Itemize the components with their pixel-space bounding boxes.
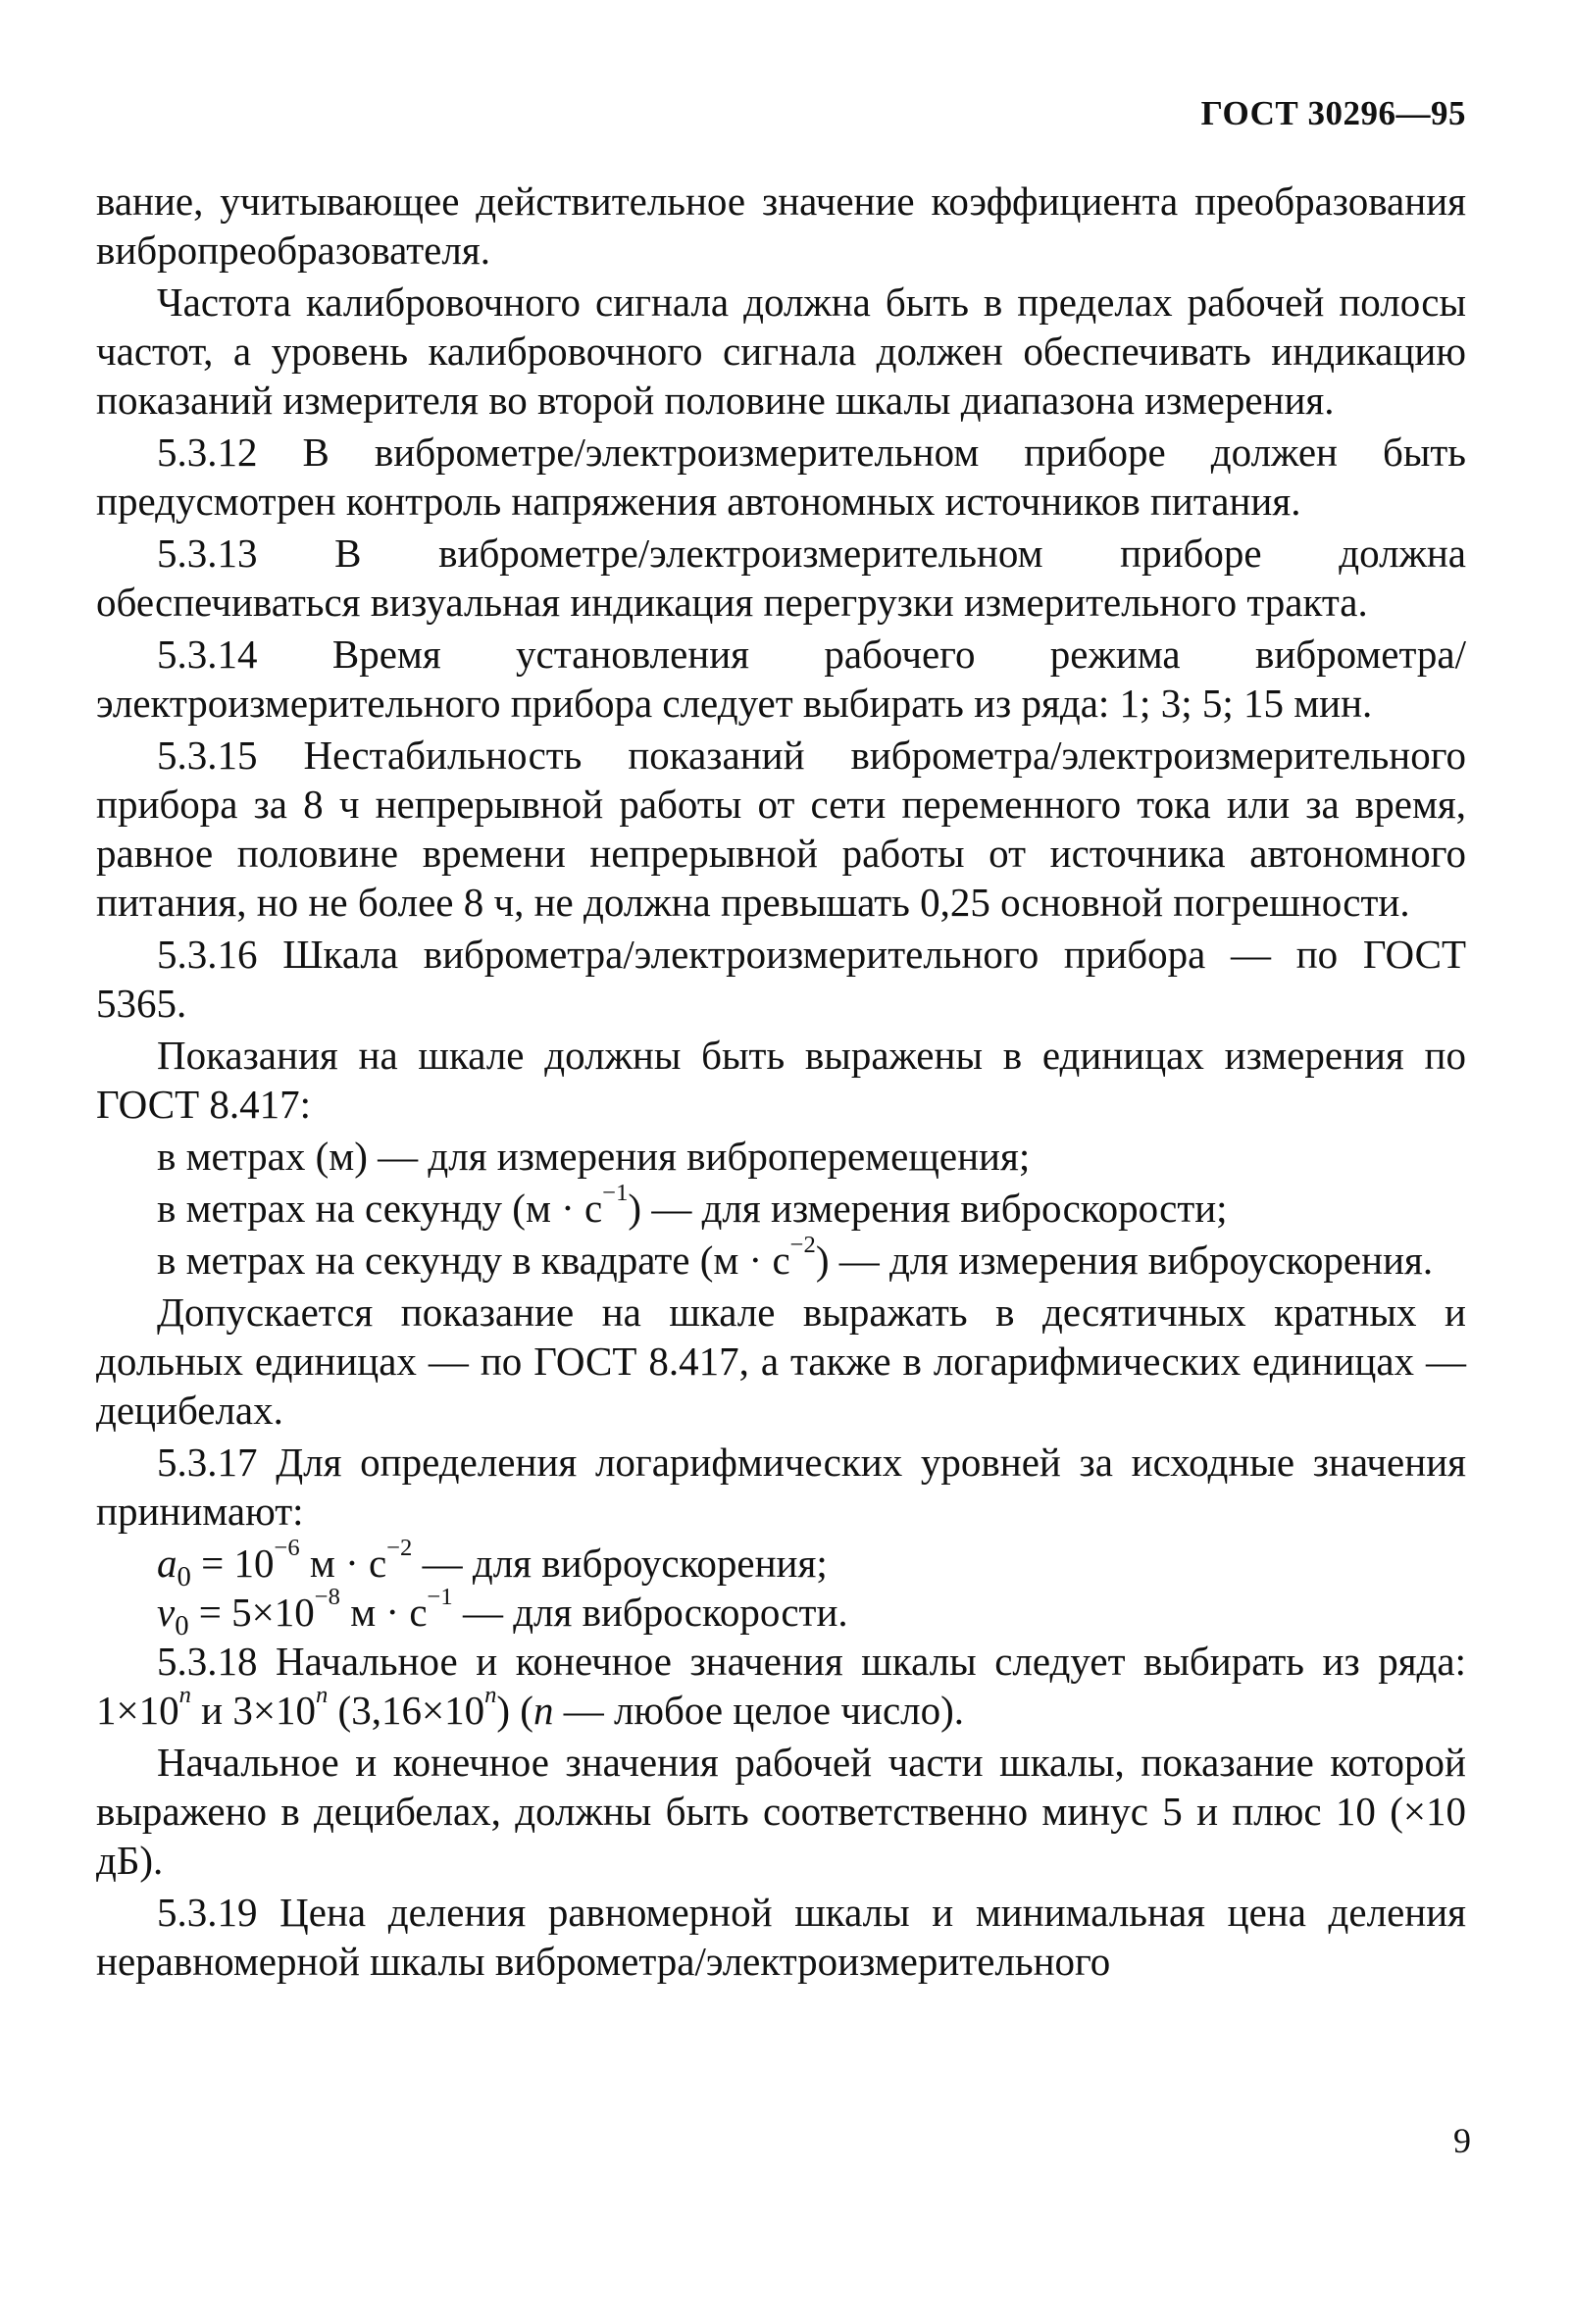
formula-exponent: −6: [274, 1534, 300, 1561]
clause-5-3-14: [96, 630, 1466, 728]
clause-5-3-13: [96, 529, 1466, 627]
formula-text: м · с: [339, 1590, 428, 1635]
clause-text: Начальное и конечное значения шкалы следует выбирать из ряда: 1×10: [96, 1639, 1467, 1733]
unit-text: в метрах на секунду (м · с: [157, 1186, 603, 1231]
clause-5-3-16: [96, 930, 1466, 1028]
formula-text: — для виброускорения;: [412, 1541, 828, 1586]
formula-variable: v: [157, 1590, 176, 1635]
clause-text: (3,16×10: [328, 1688, 485, 1733]
unit-exponent: −2: [789, 1231, 816, 1258]
clause-text: — любое целое число).: [553, 1688, 965, 1733]
formula-subscript: 0: [177, 1561, 191, 1593]
clause-text: В виброметре/электроизмерительном приборе должен быть предусмотрен контроль напряжения автономных источников питания.: [96, 429, 1466, 524]
document-header: ГОСТ 30296—95: [1200, 94, 1466, 132]
clause-text: Время установления рабочего режима виброметра/электроизмерительного прибора следует выбирать из ряда: 1; 3; 5; 15 мин.: [96, 632, 1466, 726]
formula-text: = 5×10: [188, 1590, 315, 1635]
clause-number: 5.3.19: [157, 1890, 258, 1935]
clause-number: 5.3.15: [157, 733, 258, 778]
page-number: 9: [1453, 2121, 1471, 2160]
formula-exponent: −2: [386, 1534, 413, 1561]
clause-text: и 3×10: [190, 1688, 316, 1733]
clause-text: Цена деления равномерной шкалы и минимальная цена деления неравномерной шкалы виброметра/электроизмерительного: [96, 1890, 1467, 1984]
clause-text: В виброметре/электроизмерительном приборе должна обеспечиваться визуальная индикация перегрузки измерительного тракта.: [96, 530, 1466, 625]
clause-5-3-17: [96, 1438, 1466, 1536]
paragraph-decimal-units: Допускается показание на шкале выражать в десятичных кратных и дольных единицах — по ГОСТ 8.417, а также в логарифмических единицах — децибелах.: [96, 1289, 1466, 1433]
unit-text: ) — для измерения виброскорости;: [628, 1186, 1228, 1231]
unit-exponent: −1: [602, 1179, 629, 1206]
exponent-n: [179, 1682, 191, 1708]
clause-5-3-15: [96, 731, 1466, 927]
unit-item-acceleration: [96, 1231, 1466, 1285]
formula-text: — для виброскорости.: [452, 1590, 848, 1635]
paragraph-calibration-signal: Частота калибровочного сигнала должна быть в пределах рабочей полосы частот, а уровень калибровочного сигнала должен обеспечивать индикацию показаний измерителя во второй половине шкалы диапазона измерения.: [96, 279, 1466, 423]
clause-text: Нестабильность показаний виброметра/электроизмерительного прибора за 8 ч непрерывной работы от сети переменного тока или за время, равное половине времени непрерывной работы от источника автономного питания, но не более 8 ч, не должна превышать 0,25 основной погрешности.: [96, 733, 1467, 925]
clause-number: 5.3.16: [157, 932, 258, 977]
unit-text: в метрах на секунду в квадрате (м · с: [157, 1238, 790, 1283]
paragraph-units-intro: Показания на шкале должны быть выражены в единицах измерения по ГОСТ 8.417:: [96, 1033, 1466, 1127]
formula-acceleration-reference: [96, 1534, 1466, 1593]
unit-text: ) — для измерения виброускорения.: [815, 1238, 1434, 1283]
clause-5-3-12: [96, 428, 1466, 526]
formula-variable: a: [157, 1541, 177, 1586]
formula-subscript: 0: [175, 1610, 189, 1642]
clause-number: 5.3.13: [157, 530, 258, 576]
clause-number: 5.3.18: [157, 1639, 258, 1684]
paragraph-db-scale: Начальное и конечное значения рабочей части шкалы, показание которой выражено в децибелах, должны быть соответственно минус 5 и плюс 10 (×10 дБ).: [96, 1740, 1466, 1883]
clause-5-3-18: [96, 1637, 1466, 1735]
clause-text: Шкала виброметра/электроизмерительного прибора — по ГОСТ 5365.: [96, 932, 1467, 1026]
clause-text: ) (: [496, 1688, 533, 1733]
exponent-n-text: n: [178, 1681, 191, 1708]
formula-exponent: −8: [314, 1583, 340, 1610]
clause-text: Для определения логарифмических уровней за исходные значения принимают:: [96, 1440, 1466, 1534]
paragraph-continuation: вание, учитывающее действительное значение коэффициента преобразования вибропреобразователя.: [96, 178, 1466, 273]
formula-exponent: −1: [427, 1583, 453, 1610]
exponent-n-text: n: [484, 1681, 497, 1708]
formula-velocity-reference: [96, 1583, 1466, 1642]
clause-number: 5.3.12: [157, 429, 258, 475]
unit-item-displacement: в метрах (м) — для измерения виброперемещения;: [157, 1134, 1031, 1179]
formula-text: м · с: [299, 1541, 387, 1586]
exponent-n: [484, 1682, 496, 1708]
exponent-n-text: n: [316, 1681, 329, 1708]
exponent-n: [316, 1682, 328, 1708]
variable-n: n: [532, 1688, 554, 1733]
formula-text: = 10: [190, 1541, 275, 1586]
clause-number: 5.3.17: [157, 1440, 258, 1485]
document-body: [96, 177, 1466, 1989]
unit-item-velocity: [96, 1179, 1466, 1233]
clause-5-3-19: [96, 1888, 1466, 1986]
clause-number: 5.3.14: [157, 632, 258, 677]
